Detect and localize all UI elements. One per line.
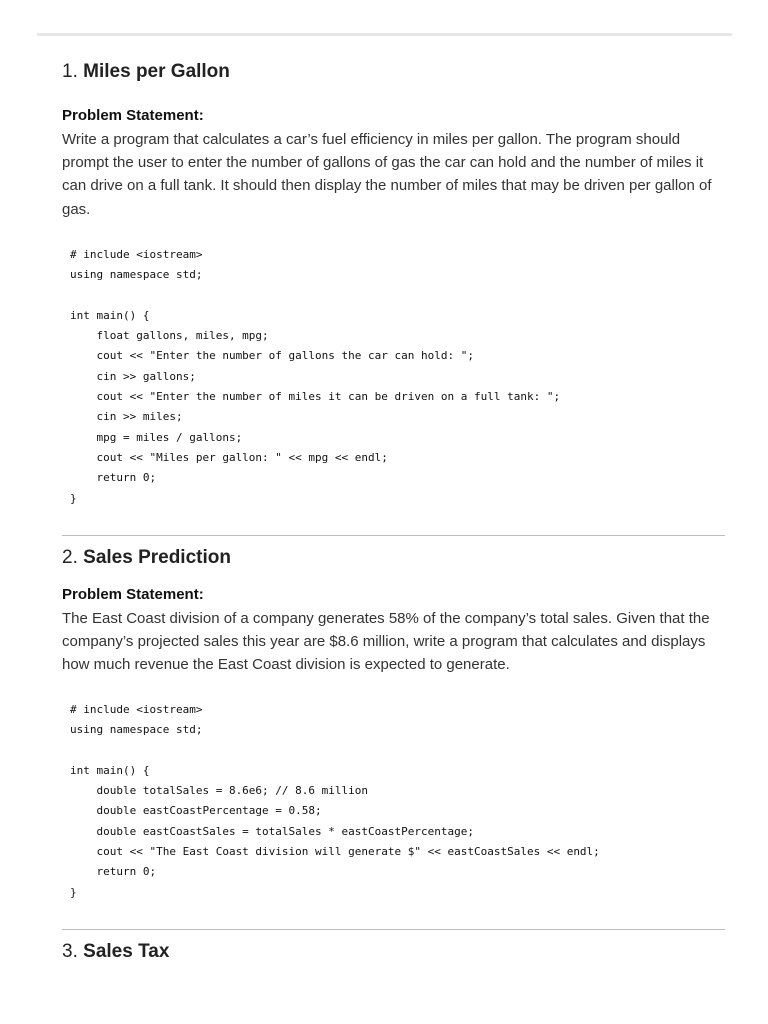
section-1-heading	[62, 61, 230, 83]
section-3-heading	[62, 941, 169, 963]
section-2-number: 2.	[62, 547, 78, 568]
section-divider	[62, 535, 725, 536]
section-2-problem-label: Problem Statement:	[62, 586, 204, 603]
top-divider	[37, 33, 732, 36]
section-1-title: Miles per Gallon	[83, 61, 230, 82]
section-1-code-block: # include <iostream> using namespace std; int main() { float gallons, miles, mpg; cout << "Enter the number of gallons the car can hold: "; cin >> gallons; cout << "Enter the number of miles it can be driven on a full tank: "; cin >> miles; mpg = miles / gallons; cout << "Miles per gallon: " << mpg << endl; return 0; }	[70, 248, 561, 505]
section-2-description: The East Coast division of a company generates 58% of the company’s total sales. Given that the company’s projected sales this year are $8.6 million, write a program that calculates and displays how much revenue the East Coast division is expected to generate.	[62, 610, 710, 674]
section-1-problem-label: Problem Statement:	[62, 107, 204, 124]
section-1-description: Write a program that calculates a car’s fuel efficiency in miles per gallon. The program should prompt the user to enter the number of gallons of gas the car can hold and the number of miles it can drive on a full tank. It should then display the number of miles that may be driven per gallon of gas.	[62, 131, 712, 218]
section-2-title: Sales Prediction	[83, 547, 231, 568]
section-3-title: Sales Tax	[83, 941, 170, 962]
section-2-heading	[62, 547, 231, 569]
section-3-number: 3.	[62, 941, 78, 962]
section-2-code-block: # include <iostream> using namespace std; int main() { double totalSales = 8.6e6; // 8.6 million double eastCoastPercentage = 0.58; double eastCoastSales = totalSales * eastCoastPercentage; cout << "The East Coast division will generate $" << eastCoastSales << endl; return 0; }	[70, 703, 600, 899]
section-divider	[62, 929, 725, 930]
section-1-number: 1.	[62, 61, 78, 82]
